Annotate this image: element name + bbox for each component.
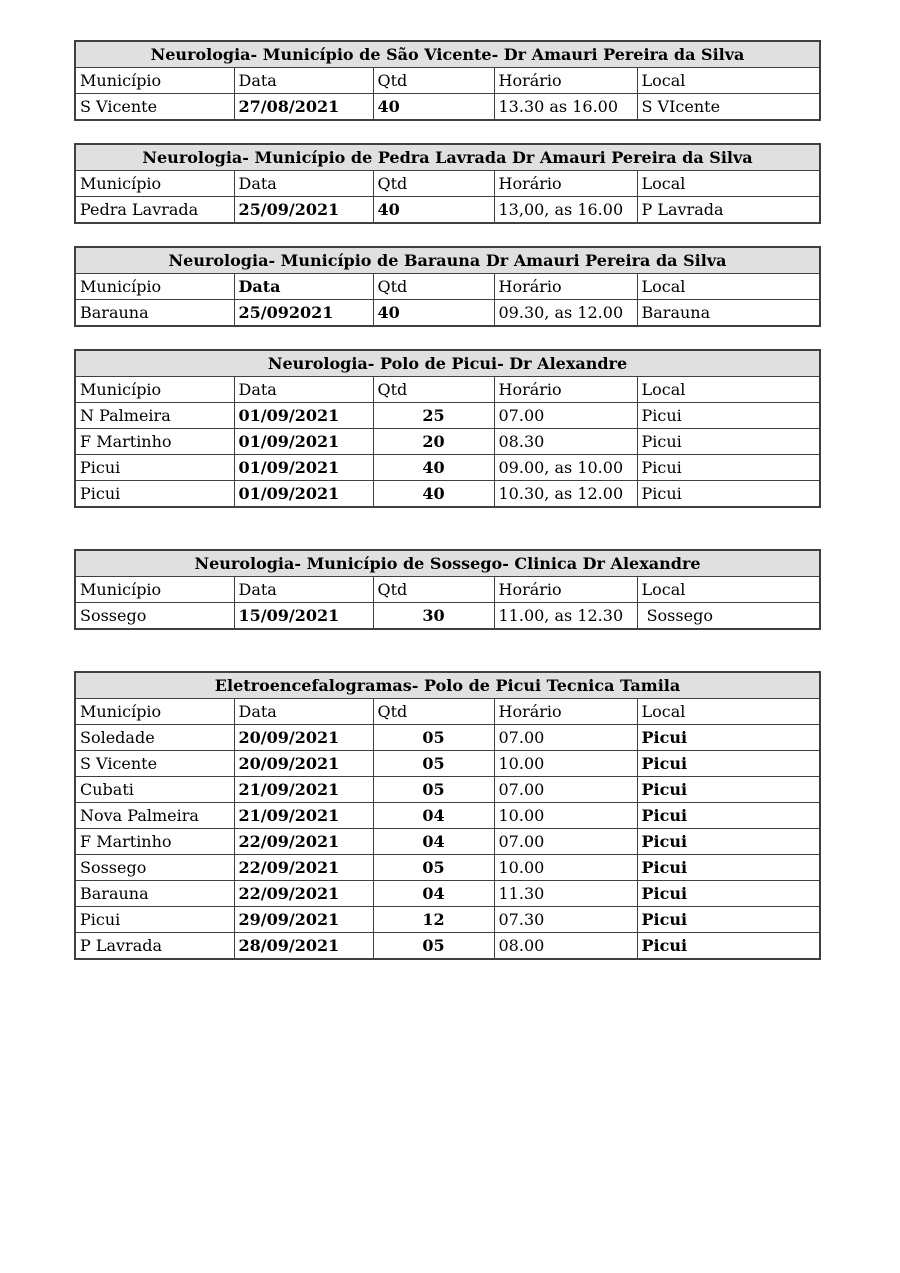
table-row [75, 803, 820, 829]
table-title: Neurologia- Município de Sossego- Clinica Dr Alexandre [75, 550, 820, 577]
cell-data: 22/09/2021 [234, 881, 373, 907]
cell-data: 27/08/2021 [234, 94, 373, 121]
header-qtd: Qtd [373, 68, 494, 94]
cell-data: 22/09/2021 [234, 855, 373, 881]
cell-municipio: Pedra Lavrada [75, 197, 234, 224]
cell-local: Picui [637, 455, 820, 481]
cell-qtd: 05 [373, 777, 494, 803]
cell-data: 20/09/2021 [234, 751, 373, 777]
cell-local: Picui [637, 725, 820, 751]
header-horario: Horário [494, 274, 637, 300]
cell-municipio: F Martinho [75, 829, 234, 855]
schedule-table [74, 349, 821, 508]
header-qtd: Qtd [373, 171, 494, 197]
schedule-table [74, 246, 821, 327]
header-municipio: Município [75, 377, 234, 403]
cell-municipio: Picui [75, 907, 234, 933]
header-municipio: Município [75, 577, 234, 603]
header-local: Local [637, 577, 820, 603]
table-title: Neurologia- Município de Pedra Lavrada Dr Amauri Pereira da Silva [75, 144, 820, 171]
table-row [75, 855, 820, 881]
table-row [75, 429, 820, 455]
cell-qtd: 30 [373, 603, 494, 630]
header-qtd: Qtd [373, 377, 494, 403]
title-row [75, 672, 820, 699]
cell-municipio: Nova Palmeira [75, 803, 234, 829]
cell-horario: 09.30, as 12.00 [494, 300, 637, 327]
schedule-table [74, 143, 821, 224]
table-row [75, 881, 820, 907]
title-row [75, 41, 820, 68]
cell-local: Picui [637, 429, 820, 455]
title-row [75, 247, 820, 274]
cell-local: Sossego [637, 603, 820, 630]
cell-municipio: Sossego [75, 855, 234, 881]
cell-horario: 08.30 [494, 429, 637, 455]
cell-horario: 13,00, as 16.00 [494, 197, 637, 224]
table-title: Neurologia- Município de Barauna Dr Amauri Pereira da Silva [75, 247, 820, 274]
table-row [75, 751, 820, 777]
cell-municipio: Barauna [75, 300, 234, 327]
cell-data: 01/09/2021 [234, 429, 373, 455]
table-row [75, 197, 820, 224]
table-row [75, 829, 820, 855]
cell-qtd: 05 [373, 725, 494, 751]
cell-horario: 13.30 as 16.00 [494, 94, 637, 121]
header-row [75, 68, 820, 94]
cell-data: 01/09/2021 [234, 481, 373, 508]
header-local: Local [637, 377, 820, 403]
cell-horario: 10.00 [494, 751, 637, 777]
table-row [75, 907, 820, 933]
cell-local: P Lavrada [637, 197, 820, 224]
table-title: Eletroencefalogramas- Polo de Picui Tecnica Tamila [75, 672, 820, 699]
schedule-table [74, 40, 821, 121]
cell-qtd: 40 [373, 94, 494, 121]
header-data: Data [234, 171, 373, 197]
cell-qtd: 04 [373, 881, 494, 907]
cell-qtd: 40 [373, 455, 494, 481]
table-row [75, 481, 820, 508]
cell-qtd: 40 [373, 300, 494, 327]
cell-horario: 07.00 [494, 777, 637, 803]
table-row [75, 455, 820, 481]
cell-data: 21/09/2021 [234, 777, 373, 803]
table-row [75, 403, 820, 429]
header-row [75, 699, 820, 725]
cell-qtd: 05 [373, 751, 494, 777]
header-horario: Horário [494, 577, 637, 603]
header-horario: Horário [494, 699, 637, 725]
cell-local: Picui [637, 751, 820, 777]
cell-horario: 11.30 [494, 881, 637, 907]
title-row [75, 350, 820, 377]
cell-horario: 09.00, as 10.00 [494, 455, 637, 481]
cell-horario: 10.00 [494, 855, 637, 881]
schedule-table [74, 549, 821, 630]
table-row [75, 725, 820, 751]
header-local: Local [637, 171, 820, 197]
cell-data: 25/092021 [234, 300, 373, 327]
cell-qtd: 40 [373, 481, 494, 508]
table-row [75, 603, 820, 630]
cell-data: 01/09/2021 [234, 403, 373, 429]
header-qtd: Qtd [373, 699, 494, 725]
cell-data: 28/09/2021 [234, 933, 373, 960]
cell-local: Picui [637, 403, 820, 429]
cell-local: Picui [637, 933, 820, 960]
cell-horario: 10.00 [494, 803, 637, 829]
header-data: Data [234, 577, 373, 603]
cell-municipio: F Martinho [75, 429, 234, 455]
cell-local: S VIcente [637, 94, 820, 121]
header-row [75, 171, 820, 197]
cell-data: 25/09/2021 [234, 197, 373, 224]
cell-data: 15/09/2021 [234, 603, 373, 630]
cell-qtd: 40 [373, 197, 494, 224]
cell-qtd: 05 [373, 855, 494, 881]
cell-horario: 07.00 [494, 403, 637, 429]
schedule-table [74, 671, 821, 960]
cell-data: 20/09/2021 [234, 725, 373, 751]
header-row [75, 377, 820, 403]
cell-horario: 10.30, as 12.00 [494, 481, 637, 508]
table-row [75, 933, 820, 960]
cell-horario: 07.00 [494, 829, 637, 855]
header-qtd: Qtd [373, 577, 494, 603]
table-title: Neurologia- Município de São Vicente- Dr Amauri Pereira da Silva [75, 41, 820, 68]
header-municipio: Município [75, 274, 234, 300]
table-row [75, 777, 820, 803]
cell-local: Picui [637, 777, 820, 803]
header-data: Data [234, 699, 373, 725]
cell-local: Picui [637, 803, 820, 829]
cell-horario: 11.00, as 12.30 [494, 603, 637, 630]
cell-municipio: S Vicente [75, 94, 234, 121]
title-row [75, 144, 820, 171]
cell-data: 01/09/2021 [234, 455, 373, 481]
cell-municipio: N Palmeira [75, 403, 234, 429]
table-row [75, 300, 820, 327]
header-municipio: Município [75, 699, 234, 725]
header-municipio: Município [75, 171, 234, 197]
cell-data: 29/09/2021 [234, 907, 373, 933]
cell-qtd: 12 [373, 907, 494, 933]
cell-data: 21/09/2021 [234, 803, 373, 829]
header-data: Data [234, 68, 373, 94]
header-row [75, 577, 820, 603]
cell-qtd: 04 [373, 803, 494, 829]
cell-data: 22/09/2021 [234, 829, 373, 855]
cell-local: Barauna [637, 300, 820, 327]
cell-local: Picui [637, 907, 820, 933]
cell-qtd: 20 [373, 429, 494, 455]
header-data: Data [234, 377, 373, 403]
header-local: Local [637, 699, 820, 725]
cell-local: Picui [637, 855, 820, 881]
header-horario: Horário [494, 68, 637, 94]
title-row [75, 550, 820, 577]
cell-municipio: Picui [75, 455, 234, 481]
cell-horario: 07.30 [494, 907, 637, 933]
cell-horario: 07.00 [494, 725, 637, 751]
cell-qtd: 04 [373, 829, 494, 855]
cell-horario: 08.00 [494, 933, 637, 960]
cell-municipio: Picui [75, 481, 234, 508]
table-title: Neurologia- Polo de Picui- Dr Alexandre [75, 350, 820, 377]
header-local: Local [637, 274, 820, 300]
cell-qtd: 05 [373, 933, 494, 960]
cell-municipio: Barauna [75, 881, 234, 907]
header-horario: Horário [494, 171, 637, 197]
header-qtd: Qtd [373, 274, 494, 300]
cell-local: Picui [637, 881, 820, 907]
cell-municipio: Soledade [75, 725, 234, 751]
cell-municipio: S Vicente [75, 751, 234, 777]
table-row [75, 94, 820, 121]
cell-qtd: 25 [373, 403, 494, 429]
header-row [75, 274, 820, 300]
cell-municipio: P Lavrada [75, 933, 234, 960]
header-local: Local [637, 68, 820, 94]
header-data: Data [234, 274, 373, 300]
cell-local: Picui [637, 829, 820, 855]
cell-local: Picui [637, 481, 820, 508]
cell-municipio: Sossego [75, 603, 234, 630]
header-horario: Horário [494, 377, 637, 403]
header-municipio: Município [75, 68, 234, 94]
cell-municipio: Cubati [75, 777, 234, 803]
